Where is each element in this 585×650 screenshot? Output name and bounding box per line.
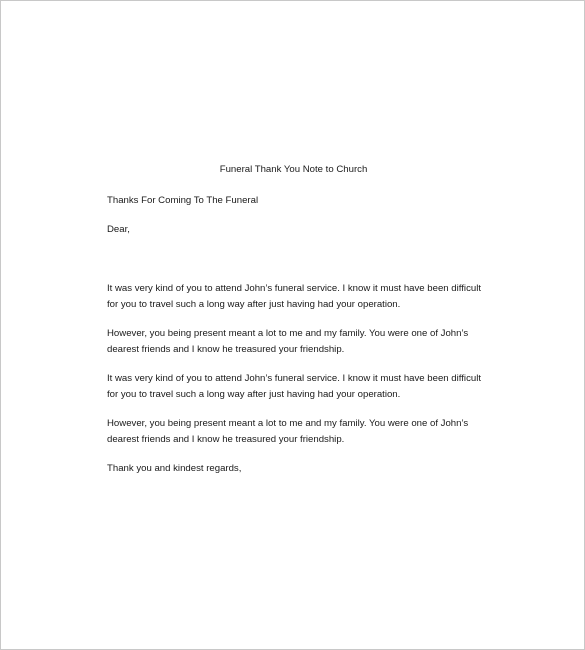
document-title: Funeral Thank You Note to Church xyxy=(219,164,368,175)
paragraph-line: It was very kind of you to attend John’s funeral service. I know it must have been difficult xyxy=(107,283,481,294)
letter-subtitle: Thanks For Coming To The Funeral xyxy=(107,195,259,206)
letter-paragraph-4 xyxy=(107,416,487,448)
letter-paragraph-2 xyxy=(107,326,487,358)
letter-closing: Thank you and kindest regards, xyxy=(107,463,242,474)
letter-body xyxy=(107,193,487,477)
letter-paragraph-1 xyxy=(107,281,487,313)
paragraph-line: It was very kind of you to attend John’s funeral service. I know it must have been difficult xyxy=(107,373,481,384)
paragraph-line: for you to travel such a long way after just having had your operation. xyxy=(107,299,401,310)
paragraph-line: for you to travel such a long way after just having had your operation. xyxy=(107,389,401,400)
letter-greeting: Dear, xyxy=(107,224,130,235)
paragraph-line: dearest friends and I know he treasured your friendship. xyxy=(107,434,345,445)
paragraph-line: dearest friends and I know he treasured your friendship. xyxy=(107,344,345,355)
letter-paragraph-3 xyxy=(107,371,487,403)
paragraph-line: However, you being present meant a lot to me and my family. You were one of John’s xyxy=(107,418,469,429)
paragraph-line: However, you being present meant a lot to me and my family. You were one of John’s xyxy=(107,328,469,339)
